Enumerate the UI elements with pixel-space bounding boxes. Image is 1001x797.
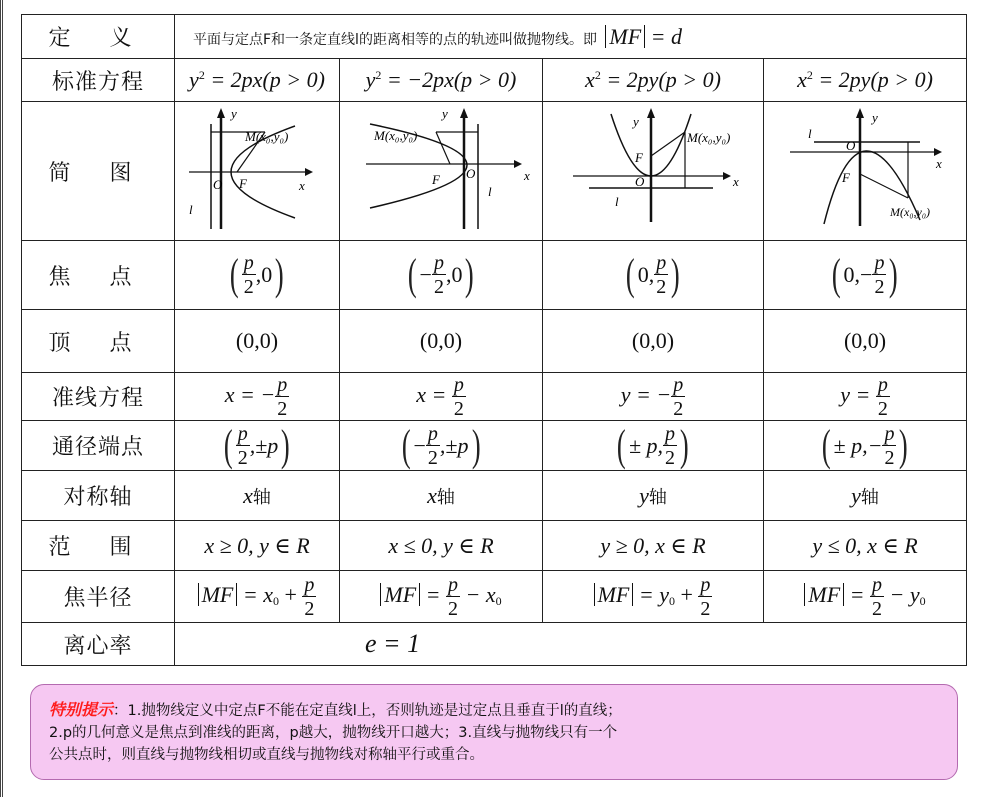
vertex-1: (0,0)	[175, 310, 340, 373]
range-4: y ≤ 0, x ∈ R	[764, 521, 967, 571]
row-focal-radius	[22, 571, 967, 623]
eccentricity-value: e = 1	[175, 623, 967, 666]
svg-text:x: x	[299, 178, 305, 193]
parabola-left-diagram	[346, 104, 536, 234]
definition-cell	[175, 15, 967, 59]
svg-text:y: y	[442, 106, 448, 121]
focus-4: ( 0,− $\frac{p}{2}$ )	[764, 241, 967, 310]
focal-radius-2: MF = $\frac{p}{2}$ − $x_0$	[340, 571, 543, 623]
focus-2: ( − $\frac{p}{2}$ ,0 )	[340, 241, 543, 310]
svg-text:l: l	[615, 194, 619, 209]
axis-1: x轴	[175, 471, 340, 521]
label-symmetry-axis: 对称轴	[22, 471, 175, 521]
parabola-properties-table	[21, 14, 967, 666]
focus-1: ( $\frac{p}{2}$ ,0 )	[175, 241, 340, 310]
svg-text:M(x₀,y₀): M(x₀,y₀)	[374, 128, 418, 143]
notice-line-2: 2.p的几何意义是焦点到准线的距离，p越大，抛物线开口越大；3.直线与抛物线只有一个	[49, 725, 618, 741]
row-definition	[22, 15, 967, 59]
focal-radius-1: MF = $x_0$ + $\frac{p}{2}$	[175, 571, 340, 623]
parabola-right-diagram	[177, 104, 337, 234]
svg-text:M(x₀,y₀): M(x₀,y₀)	[245, 129, 289, 144]
row-vertex	[22, 310, 967, 373]
svg-text:O: O	[466, 166, 476, 181]
range-2: x ≤ 0, y ∈ R	[340, 521, 543, 571]
notice-tag: 特别提示	[49, 700, 114, 719]
standard-eq-3: $x^2 = 2py(p > 0)$	[543, 59, 764, 102]
left-border	[0, 0, 6, 797]
parabola-up-diagram	[553, 104, 753, 234]
definition-text: 平面与定点F和一条定直线l的距离相等的点的轨迹叫做抛物线。即	[193, 31, 597, 48]
row-focus	[22, 241, 967, 310]
range-3: y ≥ 0, x ∈ R	[543, 521, 764, 571]
focus-3: ( 0, $\frac{p}{2}$ )	[543, 241, 764, 310]
label-vertex: 顶 点	[22, 310, 175, 373]
svg-text:x: x	[524, 168, 530, 183]
label-focal-radius: 焦半径	[22, 571, 175, 623]
latus-3: ( ± p, $\frac{p}{2}$ )	[543, 421, 764, 471]
label-graph: 简 图	[22, 102, 175, 241]
directrix-3: y = − $\frac{p}{2}$	[543, 373, 764, 421]
svg-text:y: y	[633, 114, 639, 129]
svg-text:y: y	[231, 106, 237, 121]
svg-text:O: O	[213, 177, 223, 192]
svg-text:x: x	[733, 174, 739, 189]
label-directrix: 准线方程	[22, 373, 175, 421]
svg-text:M(x₀,y₀): M(x₀,y₀)	[890, 205, 930, 219]
axis-4: y轴	[764, 471, 967, 521]
directrix-2: x = $\frac{p}{2}$	[340, 373, 543, 421]
graph-4	[764, 102, 967, 241]
svg-text:O: O	[846, 138, 856, 153]
axis-3: y轴	[543, 471, 764, 521]
standard-eq-4: $x^2 = 2py(p > 0)$	[764, 59, 967, 102]
vertex-4: (0,0)	[764, 310, 967, 373]
svg-text:y: y	[872, 110, 878, 125]
vertex-2: (0,0)	[340, 310, 543, 373]
label-eccentricity: 离心率	[22, 623, 175, 666]
label-latus-rectum: 通径端点	[22, 421, 175, 471]
latus-4: ( ± p,− $\frac{p}{2}$ )	[764, 421, 967, 471]
row-latus-rectum	[22, 421, 967, 471]
svg-text:l: l	[488, 184, 492, 199]
graph-2	[340, 102, 543, 241]
focal-radius-4: MF = $\frac{p}{2}$ − $y_0$	[764, 571, 967, 623]
directrix-4: y = $\frac{p}{2}$	[764, 373, 967, 421]
focal-radius-3: MF = $y_0$ + $\frac{p}{2}$	[543, 571, 764, 623]
row-directrix	[22, 373, 967, 421]
row-standard-equation	[22, 59, 967, 102]
label-range: 范 围	[22, 521, 175, 571]
standard-eq-2: $y^2 = -2px(p > 0)$	[340, 59, 543, 102]
row-graph	[22, 102, 967, 241]
svg-text:O: O	[635, 174, 645, 189]
row-range	[22, 521, 967, 571]
svg-text:F: F	[239, 176, 247, 191]
latus-1: ( $\frac{p}{2}$ ,±p )	[175, 421, 340, 471]
svg-text:x: x	[936, 156, 942, 171]
row-eccentricity	[22, 623, 967, 666]
svg-text:F: F	[432, 172, 440, 187]
graph-1	[175, 102, 340, 241]
label-definition: 定 义	[22, 15, 175, 59]
notice-line-3: 公共点时，则直线与抛物线相切或直线与抛物线对称轴平行或重合。	[49, 747, 484, 763]
label-standard-equation: 标准方程	[22, 59, 175, 102]
special-notice-box	[30, 684, 958, 780]
directrix-1: x = − $\frac{p}{2}$	[175, 373, 340, 421]
vertex-3: (0,0)	[543, 310, 764, 373]
svg-text:l: l	[189, 202, 193, 217]
latus-2: ( − $\frac{p}{2}$ ,±p )	[340, 421, 543, 471]
svg-text:F: F	[635, 150, 643, 165]
notice-line-1: 特别提示：1.抛物线定义中定点F不能在定直线l上，否则轨迹是过定点且垂直于l的直线；	[49, 700, 622, 719]
row-symmetry-axis	[22, 471, 967, 521]
parabola-down-diagram	[770, 104, 960, 234]
graph-3	[543, 102, 764, 241]
axis-2: x轴	[340, 471, 543, 521]
label-focus: 焦 点	[22, 241, 175, 310]
standard-eq-1: $y^2 = 2px(p > 0)$	[175, 59, 340, 102]
range-1: x ≥ 0, y ∈ R	[175, 521, 340, 571]
definition-formula: MF = d	[605, 24, 682, 49]
svg-text:l: l	[808, 126, 812, 141]
svg-text:F: F	[842, 170, 850, 185]
svg-text:M(x₀,y₀): M(x₀,y₀)	[687, 130, 731, 145]
